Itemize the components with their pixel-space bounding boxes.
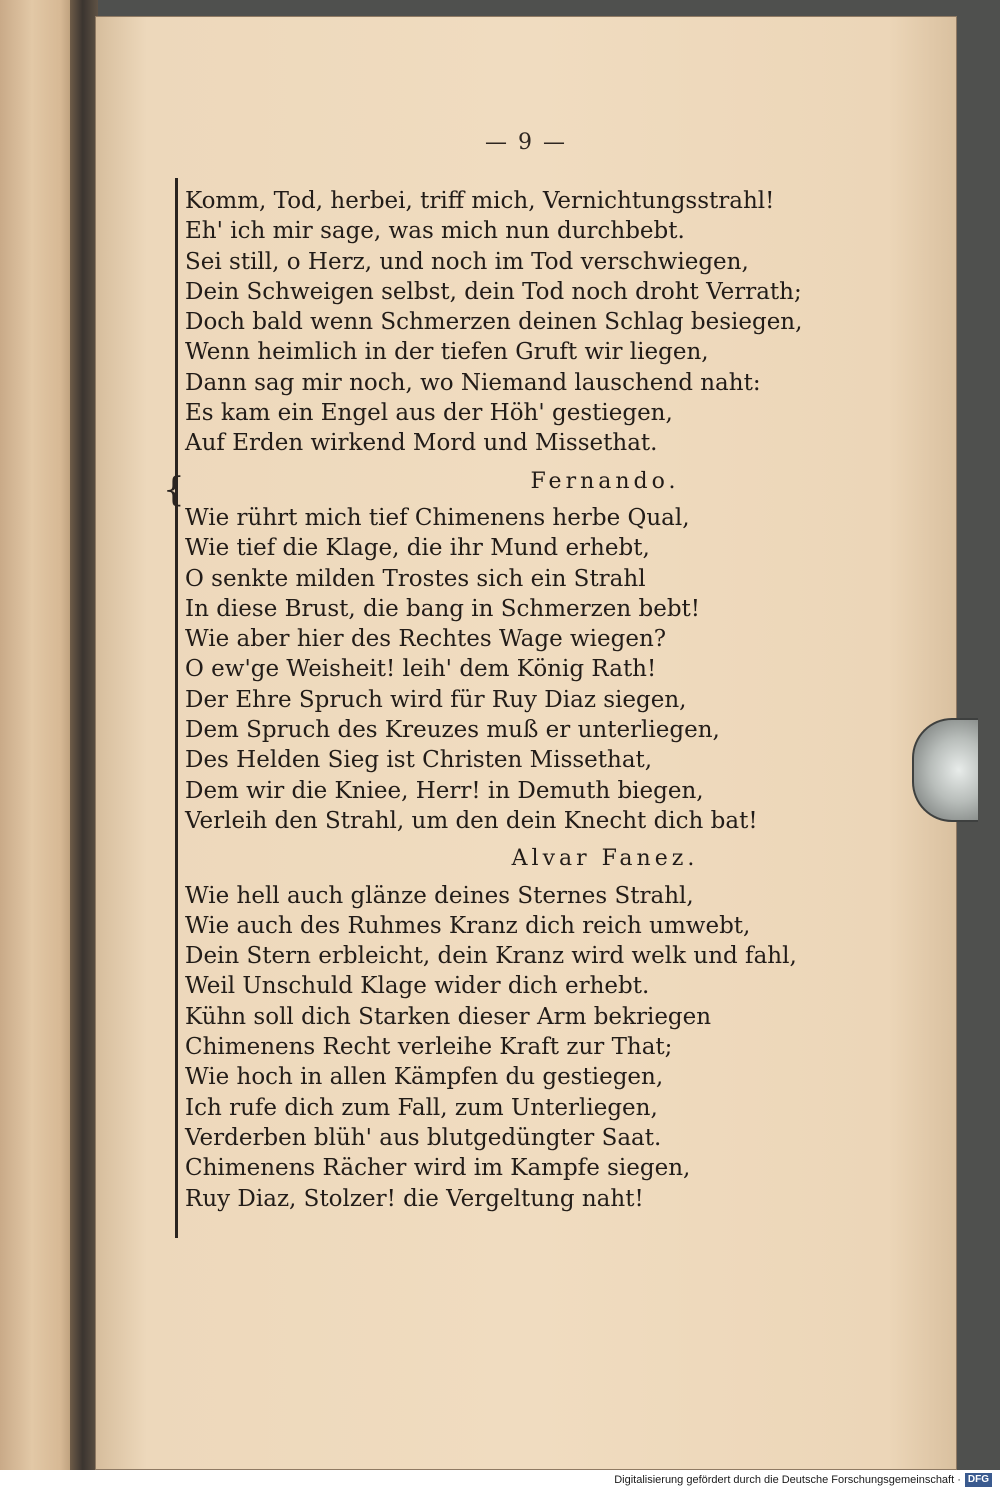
verse-line: Kühn soll dich Starken dieser Arm bekriegen bbox=[185, 1003, 712, 1030]
speaker-heading-alvar-fanez: Alvar Fanez. bbox=[511, 846, 699, 872]
book-page bbox=[95, 16, 957, 1470]
poem-text bbox=[185, 186, 945, 1214]
page-clip-holder bbox=[912, 718, 978, 822]
verse-line: Weil Unschuld Klage wider dich erhebt. bbox=[185, 973, 650, 1000]
verse-line: Wie rührt mich tief Chimenens herbe Qual, bbox=[185, 504, 690, 531]
verse-line: Wie aber hier des Rechtes Wage wiegen? bbox=[185, 626, 667, 653]
margin-brace-mark: { bbox=[163, 470, 185, 510]
verse-line: Des Helden Sieg ist Christen Missethat, bbox=[185, 747, 653, 774]
verse-line: Auf Erden wirkend Mord und Missethat. bbox=[185, 430, 658, 457]
verse-line: Verderben blüh' aus blutgedüngter Saat. bbox=[185, 1124, 662, 1151]
book-gutter bbox=[70, 0, 98, 1470]
verse-line: Wie auch des Ruhmes Kranz dich reich umwebt, bbox=[185, 912, 751, 939]
verse-line: Dein Schweigen selbst, dein Tod noch droht Verrath; bbox=[185, 278, 802, 305]
verse-line: Ich rufe dich zum Fall, zum Unterliegen, bbox=[185, 1094, 658, 1121]
verse-line: Komm, Tod, herbei, triff mich, Vernichtungsstrahl! bbox=[185, 188, 775, 214]
footer-credit-text: Digitalisierung gefördert durch die Deutsche Forschungsgemeinschaft · bbox=[614, 1474, 961, 1486]
verse-line: Sei still, o Herz, und noch im Tod verschwiegen, bbox=[185, 248, 749, 275]
verse-line: Wie hoch in allen Kämpfen du gestiegen, bbox=[185, 1064, 664, 1091]
left-page-edge bbox=[0, 0, 80, 1470]
verse-line: O senkte milden Trostes sich ein Strahl bbox=[185, 565, 646, 592]
stanza-1 bbox=[185, 186, 945, 459]
page-number: — 9 — bbox=[485, 130, 567, 155]
digitization-footer bbox=[0, 1470, 1000, 1491]
verse-line: Wenn heimlich in der tiefen Gruft wir liegen, bbox=[185, 339, 709, 366]
dfg-logo: DFG bbox=[965, 1473, 992, 1487]
verse-line: Es kam ein Engel aus der Höh' gestiegen, bbox=[185, 400, 673, 427]
margin-bracket-line bbox=[175, 178, 178, 1238]
verse-line: Chimenens Recht verleihe Kraft zur That; bbox=[185, 1034, 673, 1061]
verse-line: Ruy Diaz, Stolzer! die Vergeltung naht! bbox=[185, 1185, 644, 1212]
verse-line: In diese Brust, die bang in Schmerzen bebt! bbox=[185, 595, 701, 622]
verse-line: Der Ehre Spruch wird für Ruy Diaz siegen, bbox=[185, 686, 687, 713]
speaker-heading-fernando: Fernando. bbox=[530, 468, 680, 494]
verse-line: Dem wir die Kniee, Herr! in Demuth biegen, bbox=[185, 777, 704, 804]
verse-line: Verleih den Strahl, um den dein Knecht dich bat! bbox=[185, 807, 758, 834]
verse-line: Dem Spruch des Kreuzes muß er unterliegen, bbox=[185, 717, 720, 744]
verse-line: Dann sag mir noch, wo Niemand lauschend naht: bbox=[185, 369, 761, 396]
verse-line: O ew'ge Weisheit! leih' dem König Rath! bbox=[185, 656, 657, 683]
verse-line: Eh' ich mir sage, was mich nun durchbebt. bbox=[185, 218, 685, 245]
stanza-3 bbox=[185, 881, 945, 1214]
verse-line: Doch bald wenn Schmerzen deinen Schlag besiegen, bbox=[185, 309, 803, 336]
verse-line: Dein Stern erbleicht, dein Kranz wird welk und fahl, bbox=[185, 943, 797, 970]
stanza-2 bbox=[185, 503, 945, 836]
verse-line: Wie hell auch glänze deines Sternes Strahl, bbox=[185, 882, 694, 909]
verse-line: Wie tief die Klage, die ihr Mund erhebt, bbox=[185, 535, 650, 562]
verse-line: Chimenens Rächer wird im Kampfe siegen, bbox=[185, 1155, 691, 1182]
